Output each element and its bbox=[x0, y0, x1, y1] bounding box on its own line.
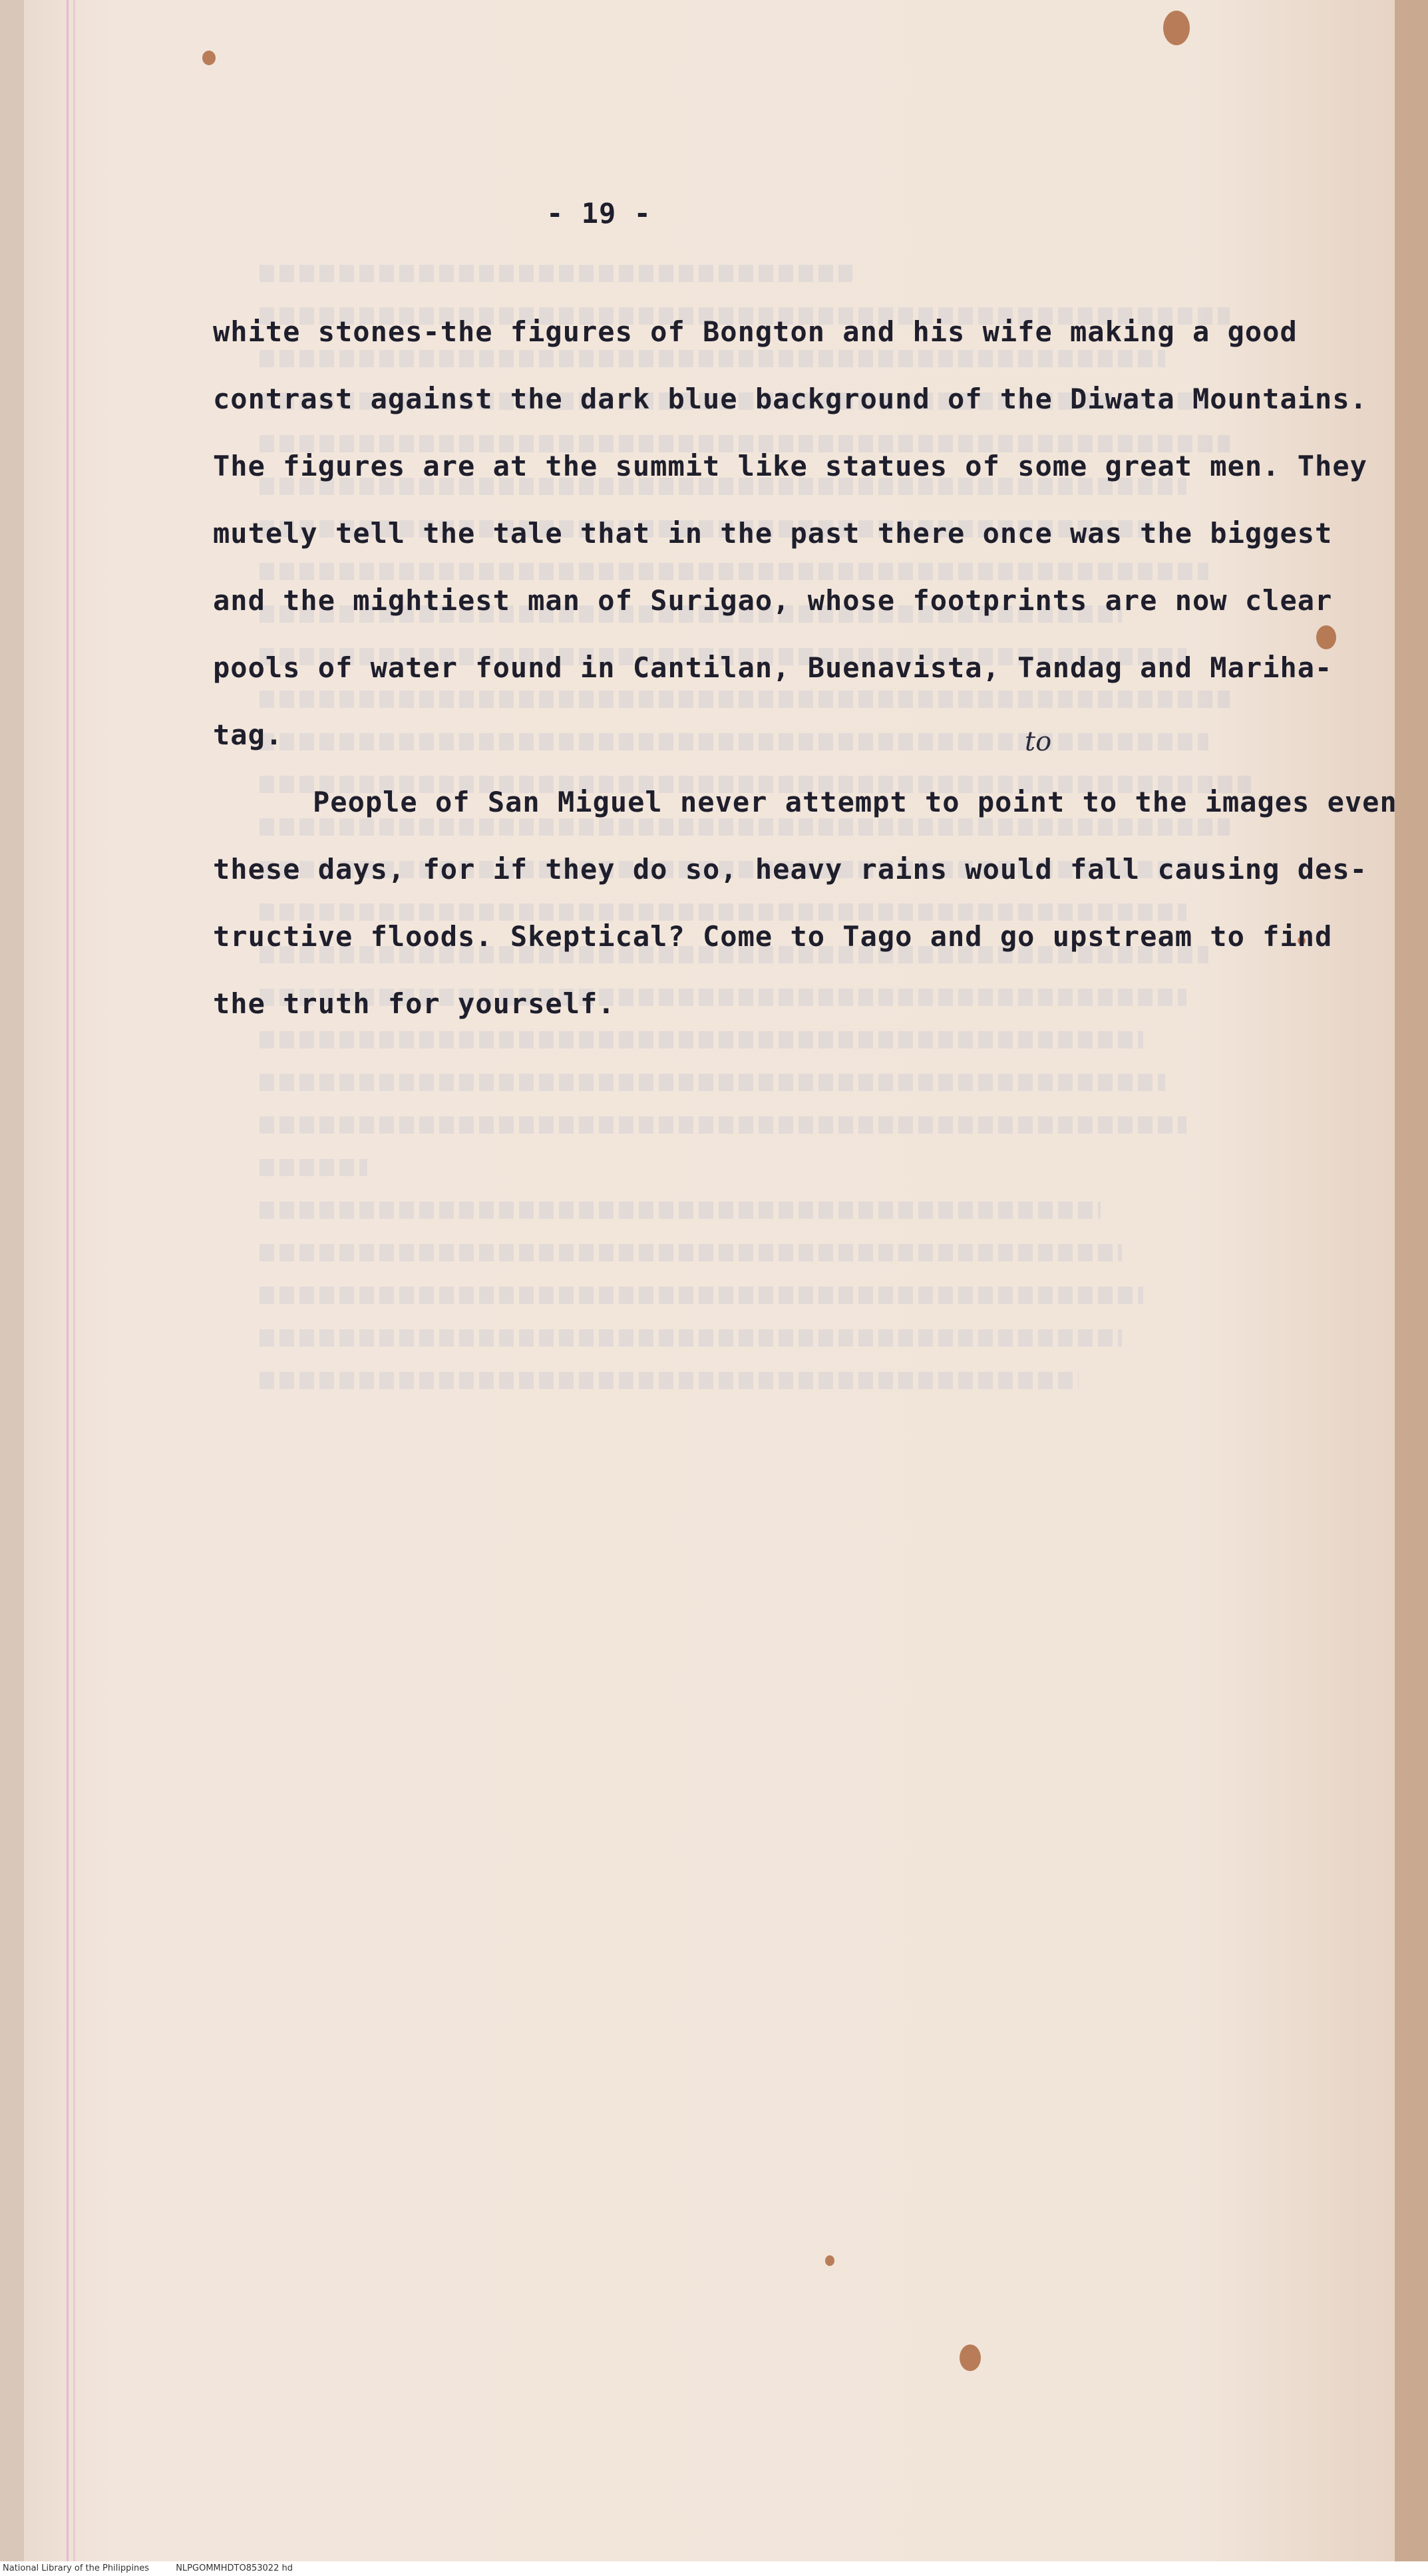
text-line: pools of water found in Cantilan, Buenavista, Tandag and Mariha- bbox=[213, 651, 1333, 684]
paragraph bbox=[213, 768, 1397, 1037]
footer-institution: National Library of the Philippines bbox=[3, 2563, 150, 2573]
scan-footer bbox=[3, 2563, 317, 2573]
stain-spot bbox=[825, 2255, 834, 2266]
text-line: white stones-the figures of Bongton and his wife making a good bbox=[213, 315, 1298, 348]
footer-document-id: NLPGOMMHDTO853022 hd bbox=[176, 2563, 293, 2573]
stain-spot bbox=[960, 2344, 981, 2371]
page-number: - 19 - bbox=[546, 197, 651, 230]
text-line: tag. bbox=[213, 719, 283, 751]
handwritten-insertion: to bbox=[1025, 726, 1052, 757]
page-right-edge bbox=[1395, 0, 1428, 2561]
text-line: contrast against the dark blue background of the Diwata Mountains. bbox=[213, 383, 1367, 415]
text-line: and the mightiest man of Surigao, whose footprints are now clear bbox=[213, 584, 1333, 617]
margin-line-left-secondary bbox=[73, 0, 75, 2561]
stain-spot bbox=[202, 51, 216, 65]
paragraph bbox=[213, 298, 1367, 768]
page-binding-edge bbox=[0, 0, 24, 2561]
body-text bbox=[213, 298, 1397, 1037]
text-line: tructive floods. Skeptical? Come to Tago and go upstream to find bbox=[213, 920, 1333, 953]
text-line: The figures are at the summit like statues of some great men. They bbox=[213, 450, 1367, 482]
text-line: these days, for if they do so, heavy rains would fall causing des- bbox=[213, 853, 1367, 886]
margin-line-left bbox=[67, 0, 69, 2561]
text-line: mutely tell the tale that in the past there once was the biggest bbox=[213, 517, 1333, 550]
text-line: People of San Miguel never attempt to point to the images even bbox=[313, 786, 1397, 818]
stain-spot bbox=[1316, 625, 1336, 649]
stain-spot bbox=[1163, 11, 1190, 45]
text-line: the truth for yourself. bbox=[213, 987, 616, 1020]
